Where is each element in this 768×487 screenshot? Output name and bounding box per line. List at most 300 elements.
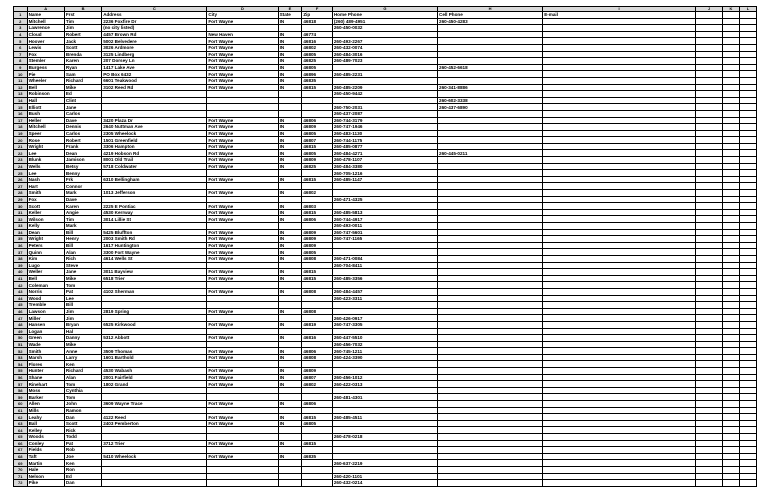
table-cell[interactable]: 46806: [302, 117, 333, 124]
table-cell[interactable]: Tremble: [27, 302, 64, 309]
table-cell[interactable]: [332, 203, 437, 210]
table-cell[interactable]: [723, 18, 740, 25]
table-cell[interactable]: [438, 190, 543, 197]
table-cell[interactable]: IN: [278, 84, 302, 91]
table-cell[interactable]: Fort Wayne: [207, 18, 278, 25]
row-number[interactable]: 43: [14, 288, 28, 295]
table-cell[interactable]: [438, 269, 543, 276]
table-cell[interactable]: Fort Wayne: [207, 348, 278, 355]
table-cell[interactable]: 1013 Jefferson: [102, 190, 207, 197]
table-cell[interactable]: [739, 447, 756, 454]
table-cell[interactable]: [438, 216, 543, 223]
table-cell[interactable]: [207, 387, 278, 394]
table-cell[interactable]: 3011 Bayview: [102, 269, 207, 276]
table-cell[interactable]: Dean: [64, 150, 101, 157]
table-cell[interactable]: 260-747-3305: [332, 321, 437, 328]
table-cell[interactable]: 260-484-3380: [332, 163, 437, 170]
table-cell[interactable]: [695, 255, 722, 262]
table-cell[interactable]: [723, 150, 740, 157]
table-cell[interactable]: Connor: [64, 183, 101, 190]
table-cell[interactable]: 6310 Bellingham: [102, 176, 207, 183]
table-cell[interactable]: [739, 44, 756, 51]
table-cell[interactable]: [278, 341, 302, 348]
table-cell[interactable]: [723, 354, 740, 361]
table-cell[interactable]: [438, 229, 543, 236]
table-cell[interactable]: 260-471-4325: [332, 196, 437, 203]
table-cell[interactable]: [695, 203, 722, 210]
row-number[interactable]: 28: [14, 190, 28, 197]
table-cell[interactable]: Fort Wayne: [207, 137, 278, 144]
table-cell[interactable]: [695, 38, 722, 45]
table-cell[interactable]: 260-493-2267: [332, 38, 437, 45]
table-cell[interactable]: [695, 368, 722, 375]
table-cell[interactable]: IN: [278, 137, 302, 144]
table-cell[interactable]: [723, 288, 740, 295]
table-cell[interactable]: [723, 170, 740, 177]
table-cell[interactable]: [695, 130, 722, 137]
table-cell[interactable]: Bush: [27, 110, 64, 117]
table-cell[interactable]: [438, 170, 543, 177]
table-cell[interactable]: [332, 361, 437, 368]
table-cell[interactable]: [438, 354, 543, 361]
table-cell[interactable]: [207, 170, 278, 177]
table-cell[interactable]: 46825: [302, 58, 333, 65]
table-cell[interactable]: [695, 453, 722, 460]
row-number[interactable]: 26: [14, 176, 28, 183]
table-cell[interactable]: [723, 434, 740, 441]
table-cell[interactable]: Fox: [27, 196, 64, 203]
table-cell[interactable]: [102, 170, 207, 177]
table-cell[interactable]: IN: [278, 453, 302, 460]
table-cell[interactable]: [723, 480, 740, 487]
table-cell[interactable]: [695, 480, 722, 487]
table-cell[interactable]: Richard: [64, 77, 101, 84]
table-cell[interactable]: [438, 51, 543, 58]
table-cell[interactable]: 207 Dorsey Ln: [102, 58, 207, 65]
table-cell[interactable]: Bill: [64, 229, 101, 236]
table-cell[interactable]: 3306 Hampton: [102, 143, 207, 150]
table-cell[interactable]: Scott: [64, 420, 101, 427]
table-cell[interactable]: [723, 91, 740, 98]
table-cell[interactable]: [695, 249, 722, 256]
table-cell[interactable]: IN: [278, 308, 302, 315]
table-cell[interactable]: [438, 58, 543, 65]
table-cell[interactable]: 46808: [302, 288, 333, 295]
table-cell[interactable]: IN: [278, 163, 302, 170]
table-cell[interactable]: [438, 414, 543, 421]
table-cell[interactable]: [723, 31, 740, 38]
table-cell[interactable]: [543, 427, 696, 434]
row-number[interactable]: 11: [14, 77, 28, 84]
table-cell[interactable]: 260-485-2209: [332, 84, 437, 91]
table-cell[interactable]: 4219 Hobson Rd: [102, 150, 207, 157]
table-cell[interactable]: [543, 387, 696, 394]
table-cell[interactable]: [438, 25, 543, 32]
table-cell[interactable]: [543, 31, 696, 38]
table-cell[interactable]: IN: [278, 354, 302, 361]
table-cell[interactable]: [695, 269, 722, 276]
table-cell[interactable]: [543, 183, 696, 190]
table-cell[interactable]: Hoover: [27, 38, 64, 45]
table-cell[interactable]: [332, 420, 437, 427]
table-cell[interactable]: Martin: [27, 460, 64, 467]
table-cell[interactable]: [438, 480, 543, 487]
table-cell[interactable]: [438, 453, 543, 460]
row-number[interactable]: 40: [14, 269, 28, 276]
table-cell[interactable]: [723, 216, 740, 223]
table-cell[interactable]: [302, 427, 333, 434]
table-cell[interactable]: [723, 407, 740, 414]
table-cell[interactable]: 46816: [302, 38, 333, 45]
table-cell[interactable]: Fort Wayne: [207, 255, 278, 262]
table-cell[interactable]: Wright: [27, 143, 64, 150]
table-cell[interactable]: [739, 255, 756, 262]
row-number[interactable]: 5: [14, 38, 28, 45]
row-number[interactable]: 60: [14, 401, 28, 408]
table-cell[interactable]: Fort Wayne: [207, 71, 278, 78]
table-cell[interactable]: 4457 Brown Rd: [102, 31, 207, 38]
table-cell[interactable]: [739, 170, 756, 177]
table-cell[interactable]: [543, 25, 696, 32]
table-cell[interactable]: 3102 Reed Rd: [102, 84, 207, 91]
table-cell[interactable]: Fort Wayne: [207, 157, 278, 164]
table-cell[interactable]: [543, 71, 696, 78]
table-cell[interactable]: [723, 302, 740, 309]
table-cell[interactable]: [438, 236, 543, 243]
table-cell[interactable]: [739, 434, 756, 441]
table-cell[interactable]: [302, 460, 333, 467]
table-cell[interactable]: 1617 Huntington: [102, 242, 207, 249]
table-cell[interactable]: [695, 401, 722, 408]
table-cell[interactable]: [695, 124, 722, 131]
table-cell[interactable]: 46815: [302, 414, 333, 421]
table-cell[interactable]: [438, 387, 543, 394]
table-cell[interactable]: [695, 381, 722, 388]
table-cell[interactable]: [543, 315, 696, 322]
table-cell[interactable]: [543, 460, 696, 467]
table-cell[interactable]: 260-478-1107: [332, 157, 437, 164]
table-cell[interactable]: Wade: [27, 341, 64, 348]
table-cell[interactable]: 46809: [302, 242, 333, 249]
table-cell[interactable]: 46896: [302, 71, 333, 78]
table-cell[interactable]: [332, 368, 437, 375]
column-header[interactable]: I: [543, 7, 696, 12]
table-cell[interactable]: 260-747-1165: [332, 236, 437, 243]
table-cell[interactable]: Fort Wayne: [207, 176, 278, 183]
table-cell[interactable]: Frk: [64, 176, 101, 183]
table-cell[interactable]: [102, 407, 207, 414]
table-cell[interactable]: [302, 110, 333, 117]
table-cell[interactable]: [695, 223, 722, 230]
table-cell[interactable]: 5425 Bluffton: [102, 229, 207, 236]
table-cell[interactable]: [332, 269, 437, 276]
table-cell[interactable]: IN: [278, 216, 302, 223]
table-cell[interactable]: Fort Wayne: [207, 51, 278, 58]
table-cell[interactable]: [723, 262, 740, 269]
table-cell[interactable]: Ken: [64, 460, 101, 467]
table-cell[interactable]: Norris: [27, 288, 64, 295]
table-cell[interactable]: [695, 216, 722, 223]
table-cell[interactable]: 46805: [302, 64, 333, 71]
table-cell[interactable]: [102, 427, 207, 434]
table-cell[interactable]: Tom: [64, 282, 101, 289]
row-number[interactable]: 56: [14, 374, 28, 381]
table-cell[interactable]: [543, 288, 696, 295]
table-cell[interactable]: [438, 361, 543, 368]
table-cell[interactable]: 3712 Trier: [102, 440, 207, 447]
row-number[interactable]: 55: [14, 368, 28, 375]
table-cell[interactable]: [723, 282, 740, 289]
table-cell[interactable]: [543, 51, 696, 58]
table-cell[interactable]: 46819: [302, 321, 333, 328]
row-number[interactable]: 52: [14, 348, 28, 355]
table-cell[interactable]: [739, 341, 756, 348]
table-cell[interactable]: [723, 381, 740, 388]
table-cell[interactable]: 46809: [302, 157, 333, 164]
table-cell[interactable]: [723, 77, 740, 84]
table-cell[interactable]: 260-744-1175: [332, 137, 437, 144]
table-cell[interactable]: [739, 137, 756, 144]
table-cell[interactable]: [543, 295, 696, 302]
table-cell[interactable]: [438, 91, 543, 98]
row-number[interactable]: 15: [14, 104, 28, 111]
table-cell[interactable]: 46809: [302, 124, 333, 131]
table-cell[interactable]: [695, 176, 722, 183]
table-cell[interactable]: [739, 295, 756, 302]
table-cell[interactable]: IN: [278, 269, 302, 276]
table-cell[interactable]: [739, 223, 756, 230]
table-cell[interactable]: [102, 183, 207, 190]
table-cell[interactable]: [332, 466, 437, 473]
table-cell[interactable]: Hall: [27, 97, 64, 104]
table-cell[interactable]: [102, 223, 207, 230]
table-cell[interactable]: [438, 302, 543, 309]
table-cell[interactable]: 4614 Wells St: [102, 255, 207, 262]
table-cell[interactable]: [695, 275, 722, 282]
table-cell[interactable]: [438, 242, 543, 249]
table-cell[interactable]: Clint: [64, 97, 101, 104]
table-cell[interactable]: Jack: [64, 38, 101, 45]
table-cell[interactable]: [739, 64, 756, 71]
table-cell[interactable]: 260-602-3338: [438, 97, 543, 104]
table-cell[interactable]: Fort Wayne: [207, 368, 278, 375]
row-number[interactable]: 17: [14, 117, 28, 124]
table-cell[interactable]: [739, 381, 756, 388]
table-cell[interactable]: 260-744-4917: [332, 216, 437, 223]
table-cell[interactable]: Mike: [64, 341, 101, 348]
table-cell[interactable]: Wood: [27, 295, 64, 302]
table-cell[interactable]: 1802 Grand: [102, 381, 207, 388]
table-cell[interactable]: Fort Wayne: [207, 381, 278, 388]
table-cell[interactable]: IN: [278, 64, 302, 71]
table-cell[interactable]: [302, 387, 333, 394]
row-number[interactable]: 13: [14, 91, 28, 98]
table-cell[interactable]: Fort Wayne: [207, 124, 278, 131]
table-cell[interactable]: [695, 44, 722, 51]
table-cell[interactable]: 46815: [302, 143, 333, 150]
table-cell[interactable]: [543, 97, 696, 104]
table-cell[interactable]: [543, 209, 696, 216]
table-cell[interactable]: Hunter: [27, 368, 64, 375]
table-cell[interactable]: [723, 104, 740, 111]
row-number[interactable]: 63: [14, 420, 28, 427]
table-cell[interactable]: [302, 302, 333, 309]
table-cell[interactable]: [739, 242, 756, 249]
table-cell[interactable]: Cynthia: [64, 387, 101, 394]
table-cell[interactable]: [695, 407, 722, 414]
table-cell[interactable]: [739, 249, 756, 256]
row-number[interactable]: 31: [14, 209, 28, 216]
table-cell[interactable]: Tim: [64, 216, 101, 223]
table-cell[interactable]: [332, 64, 437, 71]
table-cell[interactable]: [102, 361, 207, 368]
table-cell[interactable]: [102, 97, 207, 104]
column-header[interactable]: D: [207, 7, 278, 12]
table-cell[interactable]: 3125 Lindberg: [102, 51, 207, 58]
table-cell[interactable]: 46803: [302, 203, 333, 210]
table-cell[interactable]: Kelley: [27, 427, 64, 434]
table-cell[interactable]: [332, 407, 437, 414]
table-cell[interactable]: 260-485-1147: [332, 176, 437, 183]
table-cell[interactable]: [438, 117, 543, 124]
table-cell[interactable]: Smith: [27, 348, 64, 355]
table-cell[interactable]: Nash: [27, 176, 64, 183]
table-cell[interactable]: [723, 341, 740, 348]
table-cell[interactable]: [102, 447, 207, 454]
row-number[interactable]: 70: [14, 466, 28, 473]
table-cell[interactable]: [438, 249, 543, 256]
table-cell[interactable]: [207, 25, 278, 32]
table-cell[interactable]: 46815: [302, 209, 333, 216]
table-cell[interactable]: [695, 58, 722, 65]
table-cell[interactable]: IN: [278, 401, 302, 408]
table-cell[interactable]: [695, 394, 722, 401]
table-cell[interactable]: [739, 460, 756, 467]
table-cell[interactable]: [723, 414, 740, 421]
table-cell[interactable]: [695, 321, 722, 328]
row-number[interactable]: 38: [14, 255, 28, 262]
table-cell[interactable]: 46802: [302, 190, 333, 197]
table-cell[interactable]: 260-456-1012: [332, 374, 437, 381]
table-cell[interactable]: Stemler: [27, 58, 64, 65]
column-header[interactable]: J: [695, 7, 722, 12]
table-cell[interactable]: [207, 302, 278, 309]
table-cell[interactable]: [102, 460, 207, 467]
table-cell[interactable]: IN: [278, 71, 302, 78]
table-cell[interactable]: 3300 Fort Wayne: [102, 249, 207, 256]
table-cell[interactable]: Scott: [64, 44, 101, 51]
table-cell[interactable]: 46815: [302, 84, 333, 91]
table-cell[interactable]: State: [278, 12, 302, 19]
table-cell[interactable]: Fort Wayne: [207, 58, 278, 65]
table-cell[interactable]: Taft: [27, 453, 64, 460]
table-cell[interactable]: [438, 124, 543, 131]
table-cell[interactable]: Wells: [27, 163, 64, 170]
table-cell[interactable]: 46805: [302, 249, 333, 256]
table-cell[interactable]: Fields: [27, 447, 64, 454]
table-cell[interactable]: [723, 460, 740, 467]
table-cell[interactable]: 2403 Pemberton: [102, 420, 207, 427]
table-cell[interactable]: [739, 236, 756, 243]
table-cell[interactable]: [102, 282, 207, 289]
table-cell[interactable]: Hansen: [27, 321, 64, 328]
table-cell[interactable]: [332, 97, 437, 104]
table-cell[interactable]: [332, 440, 437, 447]
table-cell[interactable]: Lawson: [27, 308, 64, 315]
table-cell[interactable]: [739, 473, 756, 480]
table-cell[interactable]: [543, 104, 696, 111]
table-cell[interactable]: IN: [278, 348, 302, 355]
table-cell[interactable]: Fort Wayne: [207, 236, 278, 243]
table-cell[interactable]: Dave: [64, 117, 101, 124]
table-cell[interactable]: [438, 77, 543, 84]
row-number[interactable]: 45: [14, 302, 28, 309]
table-cell[interactable]: [302, 434, 333, 441]
table-cell[interactable]: 1417 Lake Ave: [102, 64, 207, 71]
table-cell[interactable]: [695, 434, 722, 441]
table-cell[interactable]: Woods: [27, 434, 64, 441]
table-cell[interactable]: [332, 190, 437, 197]
table-cell[interactable]: Kelly: [27, 223, 64, 230]
row-number[interactable]: 62: [14, 414, 28, 421]
table-cell[interactable]: Fort Wayne: [207, 249, 278, 256]
table-cell[interactable]: Fort Wayne: [207, 354, 278, 361]
table-cell[interactable]: Mitchell: [27, 18, 64, 25]
column-header[interactable]: K: [723, 7, 740, 12]
table-cell[interactable]: Fort Wayne: [207, 117, 278, 124]
table-cell[interactable]: City: [207, 12, 278, 19]
table-cell[interactable]: [543, 190, 696, 197]
table-cell[interactable]: [438, 157, 543, 164]
table-cell[interactable]: [723, 58, 740, 65]
table-cell[interactable]: IN: [278, 38, 302, 45]
table-cell[interactable]: 3026 Ardmore: [102, 44, 207, 51]
table-cell[interactable]: [207, 295, 278, 302]
table-cell[interactable]: 260-450-4283: [438, 18, 543, 25]
table-cell[interactable]: [723, 242, 740, 249]
table-cell[interactable]: [695, 315, 722, 322]
table-cell[interactable]: IN: [278, 203, 302, 210]
table-cell[interactable]: Dave: [64, 196, 101, 203]
table-cell[interactable]: [543, 407, 696, 414]
table-cell[interactable]: [543, 374, 696, 381]
table-cell[interactable]: [278, 97, 302, 104]
row-number[interactable]: 16: [14, 110, 28, 117]
table-cell[interactable]: Cloud: [27, 31, 64, 38]
table-cell[interactable]: [723, 374, 740, 381]
table-cell[interactable]: [278, 447, 302, 454]
table-cell[interactable]: Fort Wayne: [207, 64, 278, 71]
table-cell[interactable]: Fort Wayne: [207, 150, 278, 157]
table-cell[interactable]: Keller: [27, 209, 64, 216]
table-cell[interactable]: [723, 275, 740, 282]
table-cell[interactable]: [438, 381, 543, 388]
table-cell[interactable]: [739, 117, 756, 124]
row-number[interactable]: 23: [14, 157, 28, 164]
table-cell[interactable]: [695, 348, 722, 355]
table-cell[interactable]: [302, 315, 333, 322]
table-cell[interactable]: [695, 387, 722, 394]
table-cell[interactable]: Shane: [27, 374, 64, 381]
table-cell[interactable]: 260-426-0917: [332, 315, 437, 322]
table-cell[interactable]: (no city listed): [102, 25, 207, 32]
table-cell[interactable]: Fort Wayne: [207, 275, 278, 282]
table-cell[interactable]: 46807: [302, 374, 333, 381]
table-cell[interactable]: 3509 Thomas: [102, 348, 207, 355]
table-cell[interactable]: [695, 361, 722, 368]
table-cell[interactable]: [543, 440, 696, 447]
table-cell[interactable]: Kim: [27, 255, 64, 262]
